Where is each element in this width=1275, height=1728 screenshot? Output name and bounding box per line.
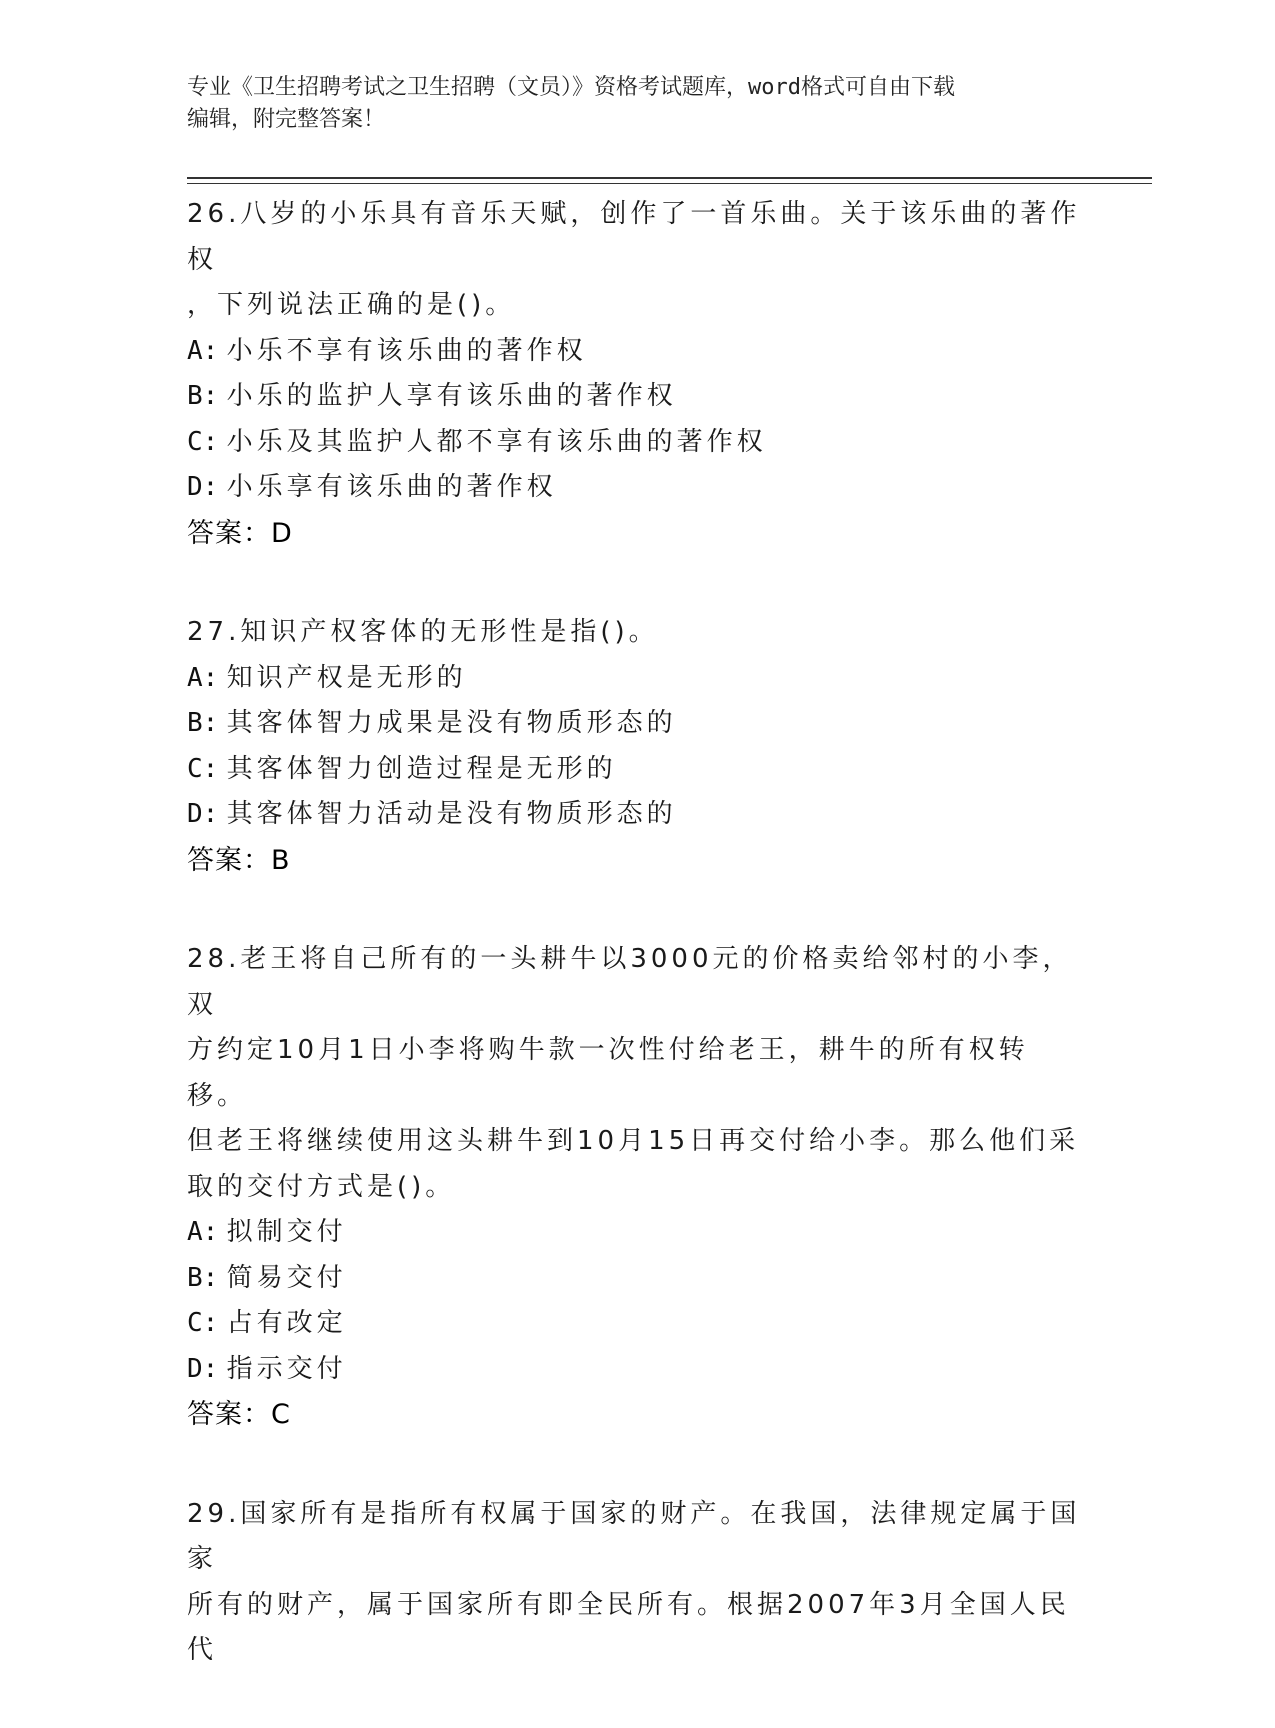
option-letter: B: <box>187 708 219 738</box>
option-letter: B: <box>187 381 219 411</box>
option-text: 拟制交付 <box>226 1217 347 1247</box>
option-a <box>187 329 1087 375</box>
option-text: 其客体智力创造过程是无形的 <box>226 753 617 784</box>
question-stem: 27.知识产权客体的无形性是指()。 <box>187 617 659 647</box>
option-d <box>187 465 1087 511</box>
option-letter: B: <box>187 1262 219 1293</box>
option-letter: D: <box>187 1353 219 1384</box>
option-text: 小乐及其监护人都不享有该乐曲的著作权 <box>226 426 767 457</box>
option-letter: C: <box>187 426 219 457</box>
header-line-2: 编辑，附完整答案！ <box>187 107 386 132</box>
option-letter: D: <box>187 799 219 829</box>
question-stem: 取的交付方式是()。 <box>187 1171 456 1202</box>
option-letter: A: <box>187 1217 219 1247</box>
answer-line: 答案：D <box>187 517 293 549</box>
answer-line: 答案：C <box>187 1399 291 1430</box>
option-letter: C: <box>187 753 219 784</box>
document-header <box>187 72 1067 136</box>
header-divider-thick <box>187 177 1152 179</box>
option-text: 指示交付 <box>226 1353 347 1384</box>
header-line-1: 专业《卫生招聘考试之卫生招聘（文员）》资格考试题库，word格式可自由下载 <box>187 75 955 100</box>
question-stem: 所有的财产，属于国家所有即全民所有。根据2007年3月全国人民代 <box>187 1589 1070 1665</box>
option-b <box>187 374 1087 420</box>
option-d <box>187 792 1087 838</box>
option-b <box>187 701 1087 747</box>
option-c <box>187 1301 1087 1347</box>
option-c <box>187 747 1087 793</box>
question-26 <box>187 192 1087 556</box>
option-text: 知识产权是无形的 <box>226 662 467 693</box>
question-27 <box>187 610 1087 883</box>
question-stem: 26.八岁的小乐具有音乐天赋，创作了一首乐曲。关于该乐曲的著作权 <box>187 199 1081 275</box>
option-text: 其客体智力成果是没有物质形态的 <box>226 708 677 738</box>
question-stem: 28.老王将自己所有的一头耕牛以3000元的价格卖给邻村的小李，双 <box>187 944 1073 1020</box>
option-a <box>187 1210 1087 1256</box>
option-text: 其客体智力活动是没有物质形态的 <box>226 799 677 829</box>
header-divider-thin <box>187 183 1152 184</box>
question-28 <box>187 937 1087 1438</box>
question-stem: 但老王将继续使用这头耕牛到10月15日再交付给小李。那么他们采 <box>187 1126 1080 1156</box>
question-stem: 29.国家所有是指所有权属于国家的财产。在我国，法律规定属于国家 <box>187 1498 1081 1574</box>
question-list <box>187 192 1087 1728</box>
option-b <box>187 1256 1087 1302</box>
answer-line: 答案：B <box>187 844 291 876</box>
question-stem: 方约定10月1日小李将购牛款一次性付给老王，耕牛的所有权转移。 <box>187 1035 1029 1111</box>
option-text: 小乐的监护人享有该乐曲的著作权 <box>226 381 677 411</box>
option-d <box>187 1347 1087 1393</box>
option-text: 占有改定 <box>226 1308 347 1338</box>
option-a <box>187 656 1087 702</box>
option-letter: C: <box>187 1308 219 1338</box>
option-letter: A: <box>187 662 219 693</box>
option-text: 小乐不享有该乐曲的著作权 <box>226 335 587 366</box>
option-letter: A: <box>187 335 219 366</box>
question-29 <box>187 1492 1087 1674</box>
option-letter: D: <box>187 472 219 502</box>
option-text: 小乐享有该乐曲的著作权 <box>226 472 557 502</box>
option-c <box>187 420 1087 466</box>
option-text: 简易交付 <box>226 1262 347 1293</box>
question-stem: ，下列说法正确的是()。 <box>187 290 516 320</box>
